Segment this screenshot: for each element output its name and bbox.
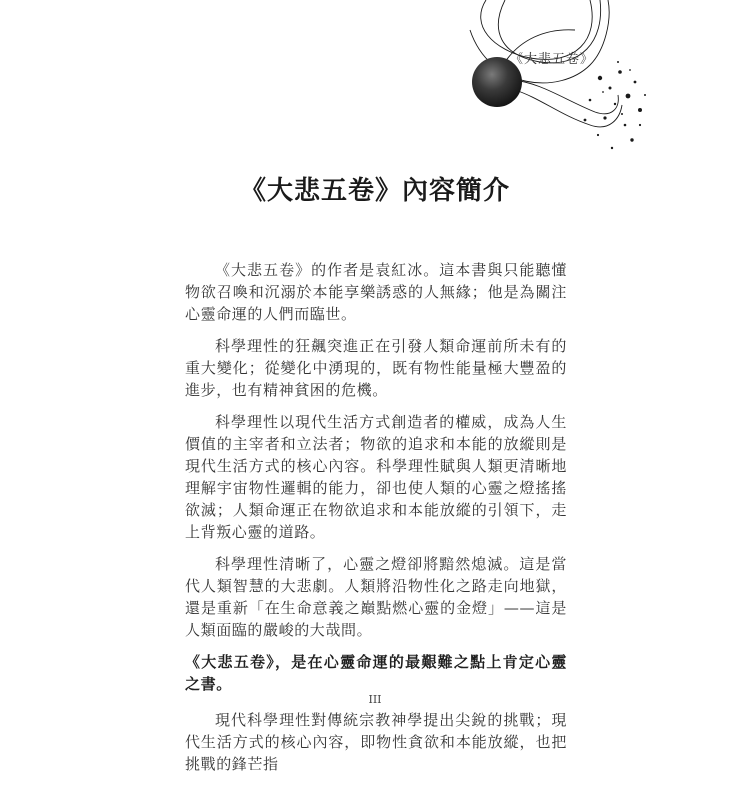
paragraph: 科學理性以現代生活方式創造者的權威，成為人生價值的主宰者和立法者；物欲的追求和本能的放縱則是現代生活方式的核心內容。科學理性賦與人類更清晰地理解宇宙物性邏輯的能力，卻也使人類的心靈之燈搖搖欲滅；人類命運正在物欲追求和本能放縱的引領下，走上背叛心靈的道路。 xyxy=(185,413,567,541)
ink-splatter xyxy=(584,61,646,149)
orbit-line xyxy=(515,90,622,127)
paragraph: 科學理性清晰了，心靈之燈卻將黯然熄滅。這是當代人類智慧的大悲劇。人類將沿物性化之路走向地獄，還是重新「在生命意義之巔點燃心靈的金燈」——這是人類面臨的嚴峻的大哉問。 xyxy=(185,555,567,639)
orbit-line xyxy=(512,80,618,114)
running-header: 《大悲五卷》 xyxy=(510,52,595,67)
paragraph: 科學理性的狂飆突進正在引發人類命運前所未有的重大變化；從變化中湧現的，既有物性能量極大豐盈的進步，也有精神貧困的危機。 xyxy=(185,337,567,399)
page-title: 《大悲五卷》內容簡介 xyxy=(239,176,510,206)
paragraph: 《大悲五卷》的作者是袁紅冰。這本書與只能聽懂物欲召喚和沉溺於本能享樂誘惑的人無緣；他是為關注心靈命運的人們而臨世。 xyxy=(185,261,567,323)
emphasis-paragraph: 《大悲五卷》，是在心靈命運的最艱難之點上肯定心靈之書。 xyxy=(185,653,567,693)
body-text xyxy=(185,259,567,785)
paragraph: 現代科學理性對傳統宗教神學提出尖銳的挑戰；現代生活方式的核心內容，即物性貪欲和本能放縱，也把挑戰的鋒芒指 xyxy=(185,711,567,773)
page-number: III xyxy=(368,693,382,706)
